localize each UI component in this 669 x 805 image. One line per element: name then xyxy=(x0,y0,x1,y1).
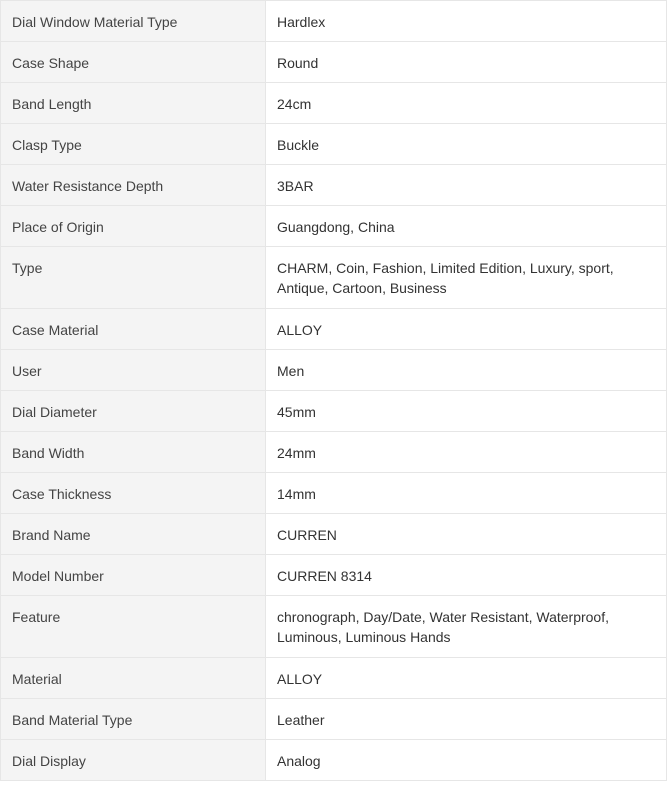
spec-value: 3BAR xyxy=(266,165,667,206)
spec-label: Water Resistance Depth xyxy=(1,165,266,206)
spec-label: Band Material Type xyxy=(1,699,266,740)
spec-value: Leather xyxy=(266,699,667,740)
spec-value: Analog xyxy=(266,740,667,781)
spec-label: Case Shape xyxy=(1,42,266,83)
spec-value: 45mm xyxy=(266,391,667,432)
spec-value: CHARM, Coin, Fashion, Limited Edition, Luxury, sport, Antique, Cartoon, Business xyxy=(266,247,667,309)
spec-row-band-material-type xyxy=(1,699,667,740)
spec-label: User xyxy=(1,350,266,391)
spec-row-band-length xyxy=(1,83,667,124)
spec-value: 24mm xyxy=(266,432,667,473)
spec-row-model-number xyxy=(1,555,667,596)
spec-value: ALLOY xyxy=(266,309,667,350)
spec-value: chronograph, Day/Date, Water Resistant, Waterproof, Luminous, Luminous Hands xyxy=(266,596,667,658)
spec-label: Type xyxy=(1,247,266,309)
spec-row-type xyxy=(1,247,667,309)
spec-row-band-width xyxy=(1,432,667,473)
spec-value: 14mm xyxy=(266,473,667,514)
spec-label: Case Thickness xyxy=(1,473,266,514)
spec-row-material xyxy=(1,658,667,699)
spec-label: Material xyxy=(1,658,266,699)
spec-row-dial-diameter xyxy=(1,391,667,432)
spec-value: Buckle xyxy=(266,124,667,165)
spec-label: Clasp Type xyxy=(1,124,266,165)
spec-value: Round xyxy=(266,42,667,83)
spec-label: Band Length xyxy=(1,83,266,124)
spec-value: CURREN xyxy=(266,514,667,555)
spec-label: Dial Window Material Type xyxy=(1,1,266,42)
spec-label: Brand Name xyxy=(1,514,266,555)
spec-row-place-of-origin xyxy=(1,206,667,247)
spec-row-clasp-type xyxy=(1,124,667,165)
spec-value: Hardlex xyxy=(266,1,667,42)
spec-row-dial-display xyxy=(1,740,667,781)
spec-label: Case Material xyxy=(1,309,266,350)
spec-value: CURREN 8314 xyxy=(266,555,667,596)
spec-value: Guangdong, China xyxy=(266,206,667,247)
spec-label: Feature xyxy=(1,596,266,658)
spec-row-brand-name xyxy=(1,514,667,555)
spec-row-feature xyxy=(1,596,667,658)
spec-label: Model Number xyxy=(1,555,266,596)
spec-row-water-resistance-depth xyxy=(1,165,667,206)
spec-value: ALLOY xyxy=(266,658,667,699)
spec-row-case-shape xyxy=(1,42,667,83)
spec-row-dial-window-material-type xyxy=(1,1,667,42)
spec-label: Dial Display xyxy=(1,740,266,781)
spec-row-case-material xyxy=(1,309,667,350)
spec-row-user xyxy=(1,350,667,391)
spec-row-case-thickness xyxy=(1,473,667,514)
spec-label: Place of Origin xyxy=(1,206,266,247)
spec-value: 24cm xyxy=(266,83,667,124)
spec-value: Men xyxy=(266,350,667,391)
spec-label: Dial Diameter xyxy=(1,391,266,432)
spec-label: Band Width xyxy=(1,432,266,473)
